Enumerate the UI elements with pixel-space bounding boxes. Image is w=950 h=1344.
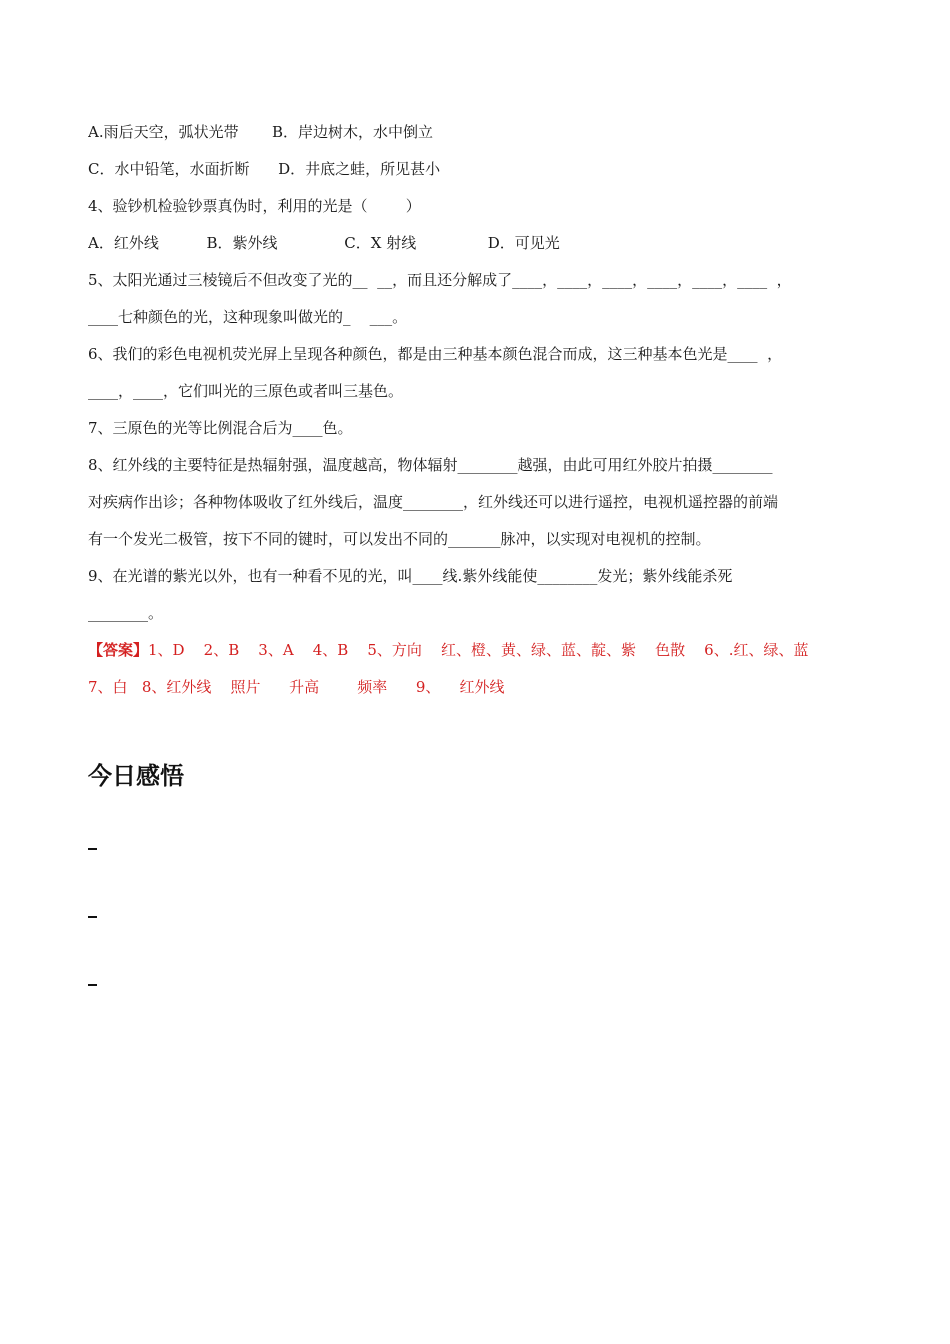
question-8-line-3: 有一个发光二极管，按下不同的键时，可以发出不同的_______脉冲，以实现对电视机的控制。 [88,530,711,548]
answer-tag: 【答案】 [88,641,149,659]
question-7: 7、三原色的光等比例混合后为____色。 [88,419,353,437]
question-8-line-2: 对疾病作出诊；各种物体吸收了红外线后，温度________，红外线还可以进行遥控，电视机遥控器的前端 [88,493,779,511]
blank-line-mark [88,848,97,850]
question-4: 4、验钞机检验钞票真伪时，利用的光是（ ） [88,197,421,215]
question-9-line-2: ________。 [88,604,164,622]
option-line-cd: C．水中铅笔，水面折断 D．井底之蛙，所见甚小 [88,160,441,178]
question-4-options: A．红外线 B．紫外线 C．X 射线 D．可见光 [88,234,560,252]
question-5-line-2: ____七种颜色的光，这种现象叫做光的_ ___。 [88,308,408,326]
option-line-ab: A.雨后天空，弧状光带 B．岸边树木，水中倒立 [88,123,434,141]
question-5-line-1: 5、太阳光通过三棱镜后不但改变了光的__ __，而且还分解成了____，____，____，____，____，____ ， [88,271,792,289]
blank-line-mark [88,916,97,918]
question-body [88,114,868,706]
question-9-line-1: 9、在光谱的紫光以外，也有一种看不见的光，叫____线.紫外线能使________发光；紫外线能杀死 [88,567,733,585]
answer-line-1 [88,632,868,669]
blank-line-mark [88,984,97,986]
answer-line-2: 7、白 8、红外线 照片 升高 频率 9、 红外线 [88,678,505,696]
question-6-line-1: 6、我们的彩色电视机荧光屏上呈现各种颜色，都是由三种基本颜色混合而成，这三种基本色光是____ ， [88,345,783,363]
question-8-line-1: 8、红外线的主要特征是热辐射强，温度越高，物体辐射________越强，由此可用红外胶片拍摄________ [88,456,773,474]
question-6-line-2: ____，____，它们叫光的三原色或者叫三基色。 [88,382,404,400]
reflection-heading: 今日感悟 [88,762,184,790]
answer-text-1: 1、D 2、B 3、A 4、B 5、方向 红、橙、黄、绿、蓝、靛、紫 色散 6、.红、绿、蓝 [148,641,809,659]
